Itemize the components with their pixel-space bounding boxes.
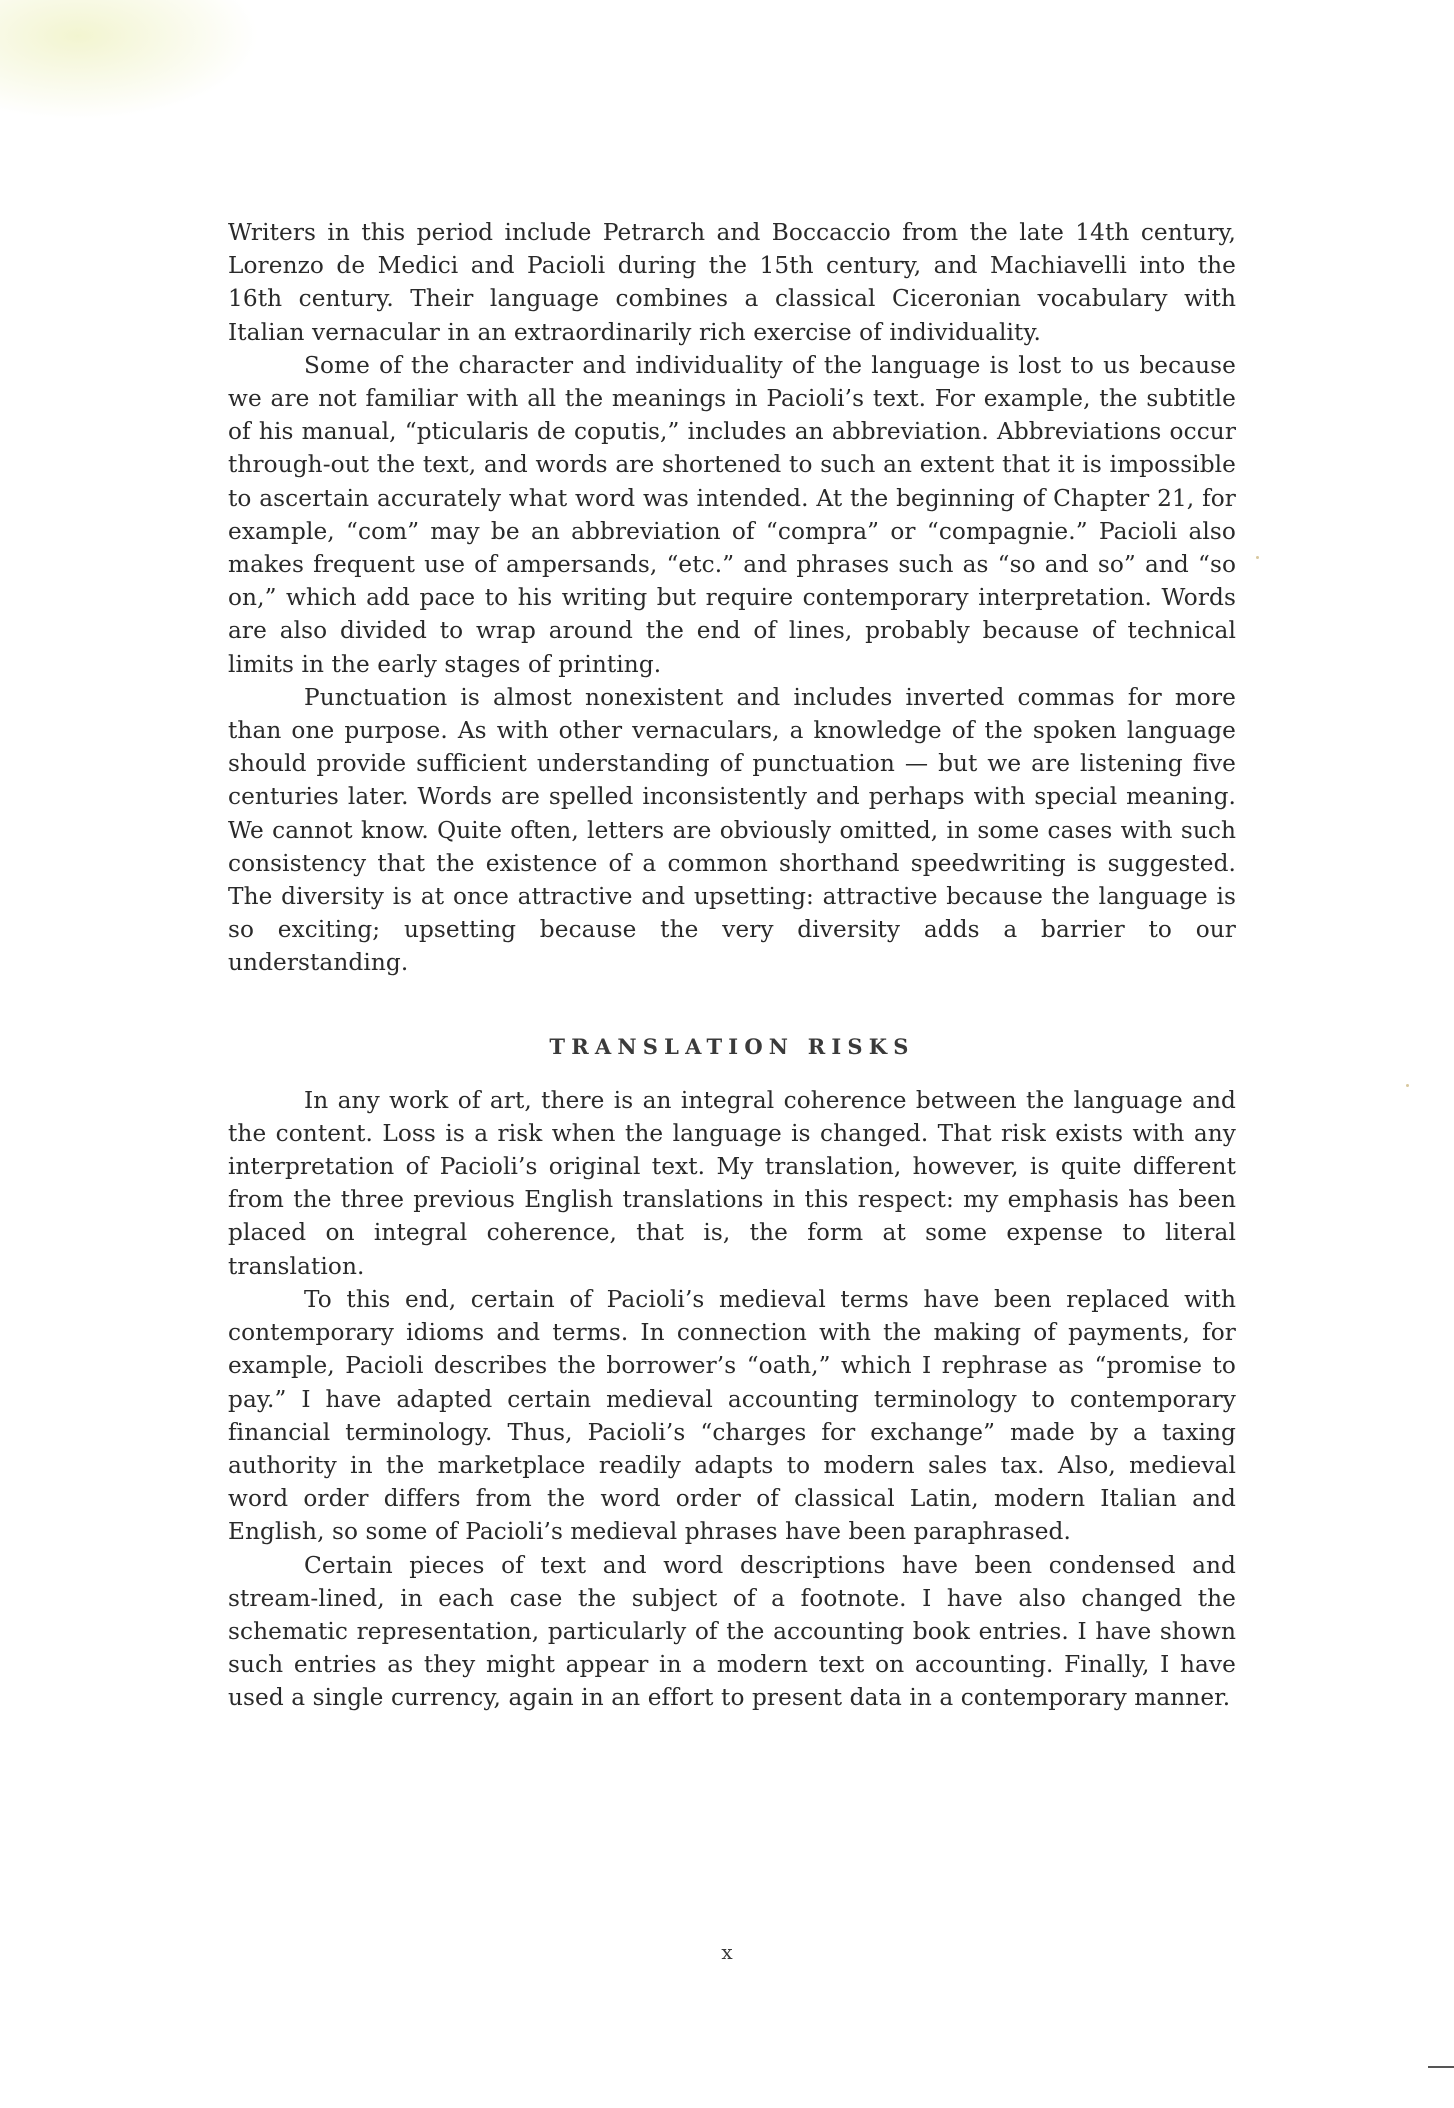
- page-body: [228, 216, 1236, 1715]
- body-paragraph: In any work of art, there is an integral coherence between the language and the content. Loss is a risk when the language is changed. That risk exists with any interpretation of Pacioli’s original text. My translation, however, is quite different from the three previous English translations in this respect: my emphasis has been placed on integral coherence, that is, the form at some expense to literal translation.: [228, 1086, 1236, 1280]
- paper-speck: [1256, 556, 1259, 559]
- body-paragraph: Writers in this period include Petrarch and Boccaccio from the late 14th century, Lorenzo de Medici and Pacioli during the 15th century, and Machiavelli into the 16th century. Their language combines a classical Ciceronian vocabulary with Italian vernacular in an extraordinarily rich exercise of individuality.: [228, 219, 1236, 346]
- paper-speck: [1406, 1084, 1409, 1087]
- page-number: x: [721, 1940, 733, 1964]
- body-paragraph: To this end, certain of Pacioli’s medieval terms have been replaced with contemporary idioms and terms. In connection with the making of payments, for example, Pacioli describes the borrower’s “oath,” which I rephrase as “promise to pay.” I have adapted certain medieval accounting terminology to contemporary financial terminology. Thus, Pacioli’s “charges for exchange” made by a taxing authority in the marketplace readily adapts to modern sales tax. Also, medieval word order differs from the word order of classical Latin, modern Italian and English, so some of Pacioli’s medieval phrases have been paraphrased.: [228, 1285, 1236, 1546]
- body-paragraph: Certain pieces of text and word descriptions have been condensed and stream-lined, in each case the subject of a footnote. I have also changed the schematic representation, particularly of the accounting book entries. I have shown such entries as they might appear in a modern text on accounting. Finally, I have used a single currency, again in an effort to present data in a contemporary manner.: [228, 1551, 1236, 1712]
- scan-edge-mark: [1428, 2066, 1454, 2068]
- paper-discoloration: [0, 0, 260, 120]
- body-paragraph: Punctuation is almost nonexistent and includes inverted commas for more than one purpose. As with other vernaculars, a knowledge of the spoken language should provide sufficient understanding of punctuation — but we are listening five centuries later. Words are spelled inconsistently and perhaps with special meaning. We cannot know. Quite often, letters are obviously omitted, in some cases with such consistency that the existence of a common shorthand speedwriting is suggested. The diversity is at once attractive and upsetting: attractive because the language is so exciting; upsetting because the very diversity adds a barrier to our understanding.: [228, 683, 1236, 977]
- section-heading: TRANSLATION RISKS: [549, 1033, 915, 1059]
- body-paragraph: Some of the character and individuality of the language is lost to us because we are not familiar with all the meanings in Pacioli’s text. For example, the subtitle of his manual, “pticularis de coputis,” includes an abbreviation. Abbreviations occur through-out the text, and words are shortened to such an extent that it is impossible to ascertain accurately what word was intended. At the beginning of Chapter 21, for example, “com” may be an abbreviation of “compra” or “compagnie.” Pacioli also makes frequent use of ampersands, “etc.” and phrases such as “so and so” and “so on,” which add pace to his writing but require contemporary interpretation. Words are also divided to wrap around the end of lines, probably because of technical limits in the early stages of printing.: [228, 351, 1236, 678]
